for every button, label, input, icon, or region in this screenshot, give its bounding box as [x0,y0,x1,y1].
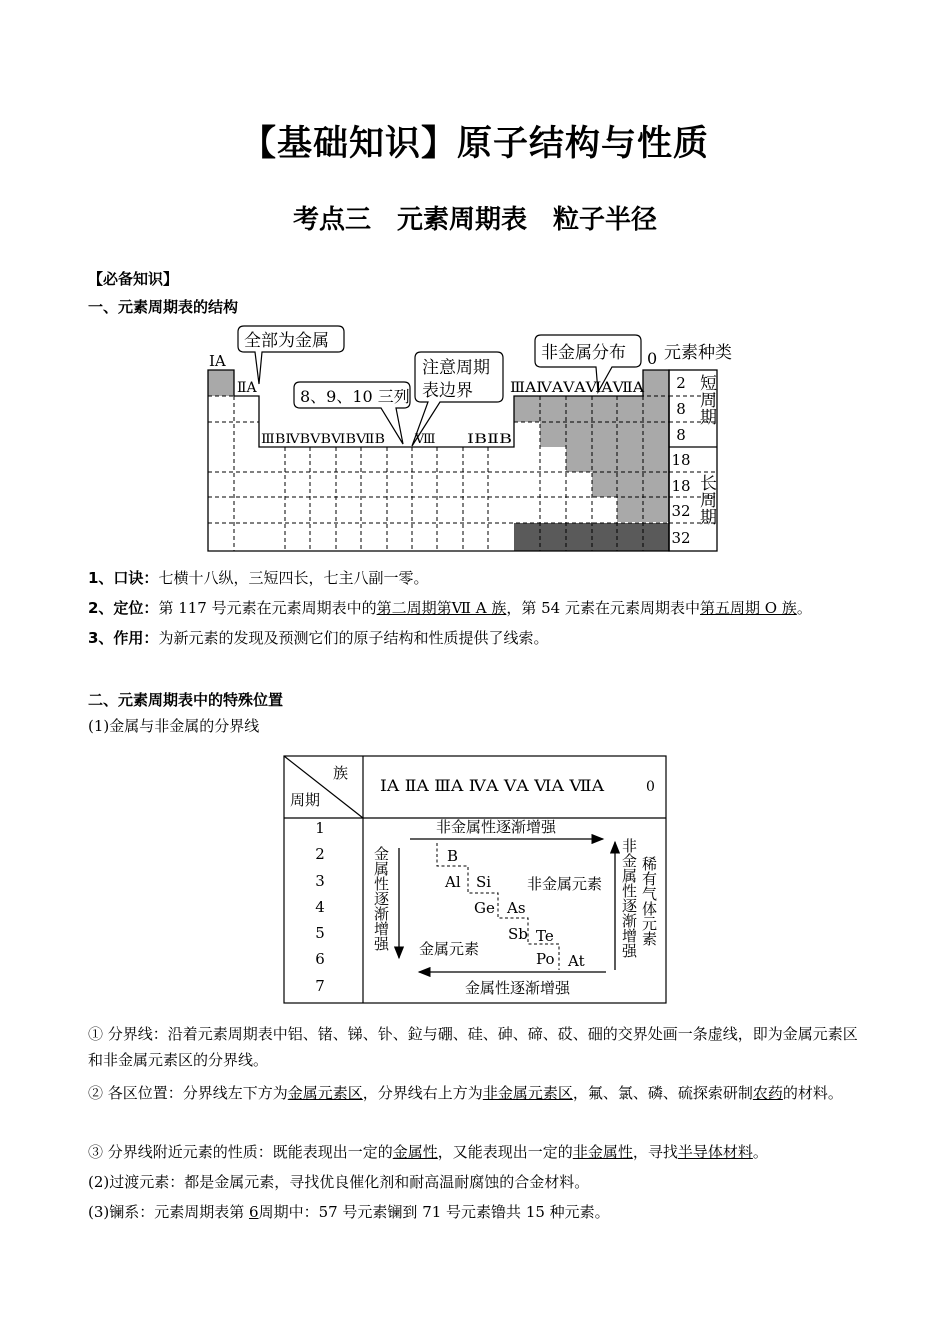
boundary-paragraph: ① 分界线：沿着元素周期表中铝、锗、锑、钋、鉝与硼、硅、砷、碲、砹、鿬的交界处画一条虚线，即为金属元素区和非金属元素区的分界线。 [88,1025,858,1069]
item-2-underline-1: 第二周期第Ⅶ A 族 [376,599,507,617]
period-6: 6 [315,950,325,968]
lanthanide-paragraph [88,1199,868,1225]
section-label: 【必备知识】 [88,270,179,288]
label-groups-B: ⅢBⅣBⅤBⅥBⅦB [261,432,385,447]
label-IA: ⅠA [209,352,226,370]
item-2-text-1: 第 117 号元素在元素周期表中的 [158,599,377,617]
label-group-VIII: Ⅷ [415,432,436,447]
period-2: 2 [315,845,325,863]
left-vertical-label: 金属性逐渐增强 [372,846,390,951]
label-groups-A: ⅢAⅣAⅤAⅥAⅦA [510,380,645,396]
item-1 [88,565,868,591]
metal-area-label: 金属元素 [419,940,480,958]
element-As: As [507,899,526,917]
properties-paragraph [88,1139,868,1165]
transition-paragraph: (2)过渡元素：都是金属元素，寻找优良催化剂和耐高温耐腐蚀的合金材料。 [88,1173,590,1191]
element-B: B [447,847,459,865]
top-arrow-label: 非金属性逐渐增强 [436,818,557,836]
nonmetal-area-label: 非金属元素 [527,875,603,893]
item-3-text: 为新元素的发现及预测它们的原子结构和性质提供了线索。 [158,629,549,647]
item-2-text-3: 。 [796,599,812,617]
period-5: 5 [315,924,325,942]
item-2 [88,595,868,621]
label-zero: 0 [647,349,658,368]
header-groups: ⅠA ⅡA ⅢA ⅣA ⅤA ⅥA ⅦA [380,776,605,795]
period-7: 7 [315,977,325,995]
properties-underline-2: 非金属性 [572,1143,633,1161]
short-period-vertical: 短周期 [696,374,716,425]
item-2-underline-2: 第五周期 O 族 [699,599,797,617]
lanthanide-underline-1: 6 [249,1203,259,1221]
properties-text-1: ③ 分界线附近元素的性质：既能表现出一定的 [88,1143,393,1161]
header-zu: 族 [333,764,349,782]
count-p3: 8 [676,426,686,444]
item-3-label: 3、作用： [88,629,159,647]
count-p6: 32 [671,502,691,520]
regions-paragraph [88,1080,868,1106]
count-p1: 2 [676,374,686,392]
regions-text-2: ，分界线右上方为 [362,1084,483,1102]
element-Al: Al [445,873,461,891]
section1-heading: 一、元素周期表的结构 [88,298,239,316]
properties-underline-3: 半导体材料 [677,1143,753,1161]
metal-nonmetal-boundary-figure [280,752,670,1006]
bottom-arrow-label: 金属性逐渐增强 [465,979,571,997]
properties-text-2: ，又能表现出一定的 [437,1143,573,1161]
item-3 [88,625,868,651]
element-Te: Te [536,927,554,945]
lanthanide-text-1: (3)镧系：元素周期表第 [88,1203,250,1221]
properties-underline-1: 金属性 [392,1143,438,1161]
noble-gas-vertical-label: 稀有气体元素 [640,856,658,946]
page-subtitle: 考点三 元素周期表 粒子半径 [292,205,657,235]
count-p7: 32 [671,529,691,547]
regions-underline-3: 农药 [752,1084,783,1102]
cell-He [643,370,669,396]
count-p5: 18 [671,477,691,495]
long-period-vertical: 长周期 [696,474,716,525]
lanthanide-text-2: 周期中：57 号元素镧到 71 号元素镥共 15 种元素。 [258,1203,610,1221]
cell-H [208,370,234,396]
periodic-table-structure-figure [200,322,750,554]
callout-border-text-2: 表边界 [422,381,473,401]
section2-heading: 二、元素周期表中的特殊位置 [88,691,284,709]
item-1-text: 七横十八纵，三短四长，七主八副一零。 [158,569,429,587]
regions-text-4: 的材料。 [782,1084,843,1102]
callout-nonmetal-text: 非金属分布 [541,343,626,363]
right-vertical-label: 非金属性逐渐增强 [620,838,638,958]
regions-underline-2: 非金属元素区 [482,1084,573,1102]
label-IIA: ⅡA [237,380,257,396]
count-p4: 18 [671,451,691,469]
count-p2: 8 [676,400,686,418]
properties-text-3: ，寻找 [632,1143,678,1161]
period-1: 1 [315,819,325,837]
header-zero: 0 [646,779,655,795]
item-2-label: 2、定位： [88,599,159,617]
callout-metals-text: 全部为金属 [244,331,329,351]
regions-text-1: ② 各区位置：分界线左下方为 [88,1084,288,1102]
item-1-label: 1、口诀： [88,569,159,587]
callout-8910-text: 8、9、10 三列 [300,387,410,406]
label-kinds: 元素种类 [664,343,732,363]
header-zhouqi: 周期 [290,791,321,809]
callout-border-text-1: 注意周期 [422,358,490,378]
element-Si: Si [476,873,492,891]
sub1-heading: (1)金属与非金属的分界线 [88,717,260,735]
element-At: At [568,952,585,970]
properties-text-4: 。 [752,1143,768,1161]
element-Sb: Sb [508,925,528,943]
label-groups-IB: ⅠBⅡB [467,432,512,447]
element-Ge: Ge [474,899,495,917]
element-Po: Po [536,950,555,968]
regions-text-3: ，氟、氯、磷、硫探索研制 [572,1084,753,1102]
regions-underline-1: 金属元素区 [287,1084,363,1102]
period-4: 4 [315,898,325,916]
item-2-text-2: ，第 54 元素在元素周期表中 [506,599,700,617]
page-title: 【基础知识】原子结构与性质 [240,124,709,164]
period-3: 3 [315,872,325,890]
